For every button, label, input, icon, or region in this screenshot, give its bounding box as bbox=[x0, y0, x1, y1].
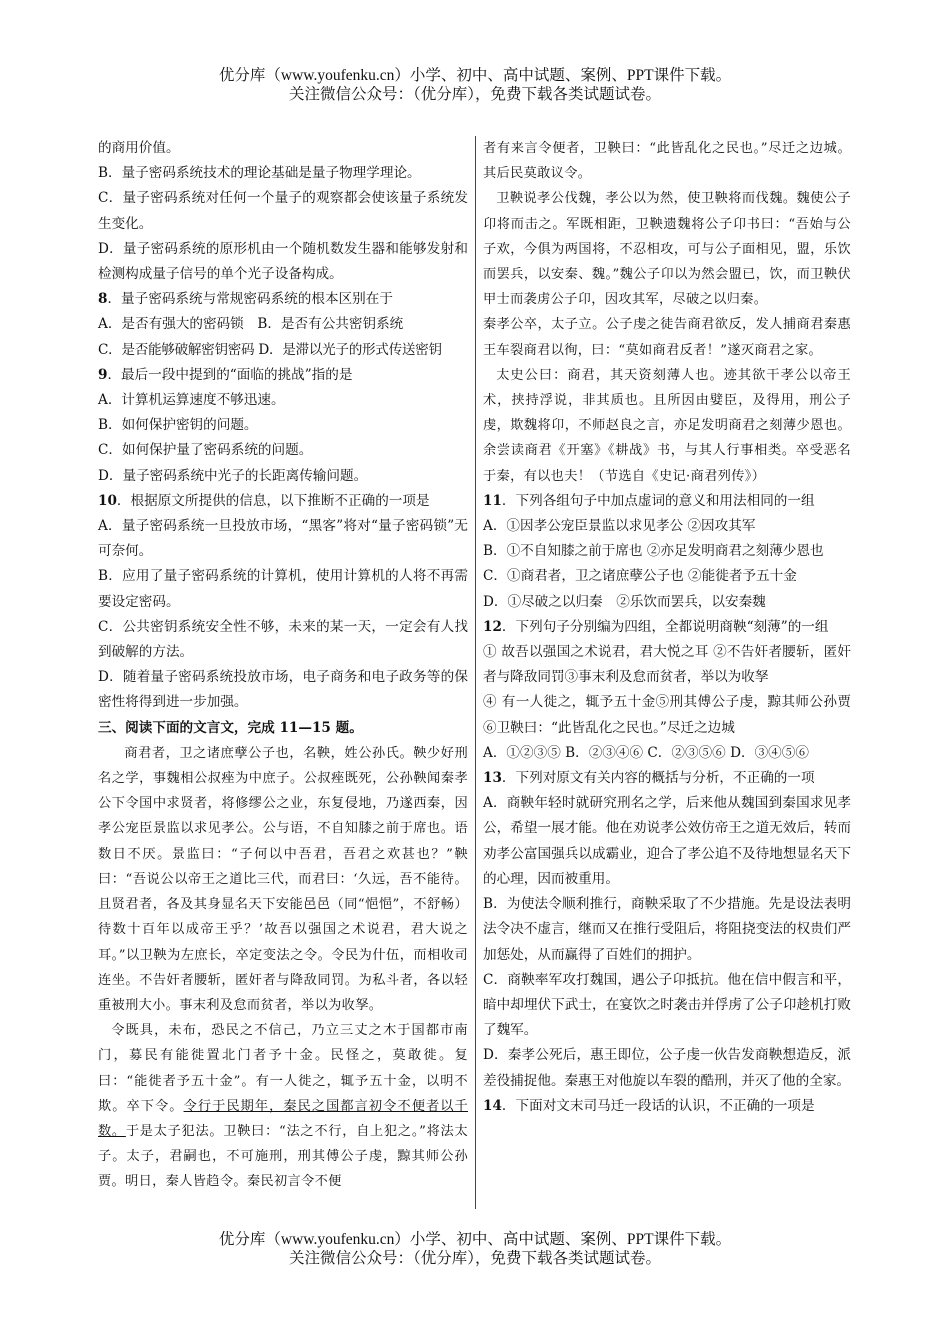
footer-line-2: 关注微信公众号：（优分库），免费下载各类试题试卷。 bbox=[288, 1250, 661, 1267]
q11-option-c: C．①商君者，卫之诸庶孽公子也 ②能徙者予五十金 bbox=[483, 568, 797, 585]
classical-paragraph-2-cont: 者有来言令便者，卫鞅曰：“此皆乱化之民也。”尽迁之边城。其后民莫敢议令。 bbox=[483, 141, 851, 182]
classical-paragraph-2 bbox=[98, 1018, 468, 1194]
q8-number: 8 bbox=[98, 291, 108, 308]
q10-option-d: D．随着量子密码系统投放市场，电子商务和电子政务等的保密性将得到进一步加强。 bbox=[98, 669, 468, 711]
q8-options-cd: C．是否能够破解密钥密码 D．是滞以光子的形式传送密钥 bbox=[98, 341, 442, 358]
classical-paragraph-3: 卫鞅说孝公伐魏，孝公以为然，使卫鞅将而伐魏。魏使公子卬将而击之。军既相距，卫鞅遗魏将公子卬书曰：“吾始与公子欢，今俱为两国将，不忍相攻，可与公子面相见，盟，乐饮而罢兵，以安秦、魏。”魏公子卬以为然会盟已，饮，而卫鞅伏甲士而袭虏公子卬，因攻其军，尽破之以归秦。 bbox=[483, 191, 851, 308]
q7-option-b: B．量子密码系统技术的理论基础是量子物理学理论。 bbox=[98, 165, 421, 182]
q13-option-b: B．为使法令顺利推行，商鞅采取了不少措施。先是设法表明法令决不虚言，继而又在推行受阻后，将阻挠变法的权贵们严加惩处，从而赢得了百姓们的拥护。 bbox=[483, 896, 851, 963]
q12-items-1: ① 故吾以强国之术说君，君大悦之耳 ②不告奸者腰斩，匿奸者与降敌同罚③事末利及怠而贫者，举以为收孥 bbox=[483, 644, 851, 686]
q13-option-c: C．商鞅率军攻打魏国，遇公子卬抵抗。他在信中假言和平，暗中却埋伏下武士，在宴饮之时袭击并俘虏了公子卬趁机打败了魏军。 bbox=[483, 971, 851, 1039]
para2-underlined: 令行于民期年，秦民之国都言初令不便者以千数。 bbox=[98, 1098, 469, 1139]
q11-option-a: A．①因孝公宠臣景监以求见孝公 ②因攻其军 bbox=[483, 518, 756, 535]
q12-items-2: ④ 有一人徙之，辄予五十金⑤刑其傅公子虔，黥其师公孙贾 ⑥卫鞅曰：“此皆乱化之民也。”尽迁之边城 bbox=[483, 694, 851, 736]
question-8 bbox=[98, 287, 468, 312]
q9-option-d: D．量子密码系统中光子的长距离传输问题。 bbox=[98, 467, 368, 484]
q9-option-c: C．如何保护量了密码系统的问题。 bbox=[98, 442, 313, 459]
question-14 bbox=[483, 1094, 851, 1119]
q11-option-b: B．①不自知膝之前于席也 ②亦足发明商君之刻薄少恩也 bbox=[483, 543, 824, 560]
q9-number: 9 bbox=[98, 366, 108, 383]
classical-paragraph-1: 商君者，卫之诸庶孽公子也，名鞅，姓公孙氏。鞅少好刑名之学，事魏相公叔痤为中庶子。公叔痤既死，公孙鞅闻秦孝公下令国中求贤者，将修缪公之业，东复侵地，乃遂西秦，因孝公宠臣景监以求见孝公。公与语，不自知膝之前于席也。语数日不厌。景监曰：“子何以中吾君，吾君之欢甚也？”鞅曰：“吾说公以帝王之道比三代，而君曰：‘久远，吾不能待。且贤君者，各及其身显名天下安能邑邑（同“悒悒”，不舒畅）待数十百年以成帝王乎？’故吾以强国之术说君，君大说之耳。”以卫鞅为左庶长，卒定变法之令。令民为什伍，而相收司连坐。不告奸者腰斩，匿奸者与降敌同罚。为私斗者，各以轻重被刑大小。事末利及怠而贫者，举以为收孥。 bbox=[98, 745, 468, 1013]
footer-line-1: 优分库（www.youfenku.cn）小学、初中、高中试题、案例、PPT课件下载。 bbox=[218, 1231, 732, 1248]
q7-continuation: 的商用价值。 bbox=[98, 140, 180, 156]
q10-option-a: A．量子密码系统一旦投放市场，“黑客”将对“量子密码锁”无可奈何。 bbox=[98, 518, 468, 560]
q13-text: ．下列对原文有关内容的概括与分析，不正确的一项 bbox=[501, 770, 815, 787]
q10-number: 10 bbox=[98, 492, 117, 509]
q9-text: ．最后一段中提到的“面临的挑战”指的是 bbox=[107, 366, 353, 383]
q14-text: ．下面对文末司马迁一段话的认识，不正确的一项是 bbox=[501, 1097, 815, 1114]
q11-text: ．下列各组句子中加点虚词的意义和用法相同的一组 bbox=[501, 492, 815, 509]
right-column bbox=[483, 136, 851, 1119]
q8-text: ．量子密码系统与常规密码系统的根本区别在于 bbox=[107, 291, 393, 308]
question-9 bbox=[98, 363, 468, 388]
q11-option-d: D．①尽破之以归秦 ②乐饮而罢兵，以安秦魏 bbox=[483, 593, 766, 610]
section-3-heading: 三、阅读下面的文言文，完成 11—15 题。 bbox=[98, 719, 363, 736]
header-line-1: 优分库（www.youfenku.cn）小学、初中、高中试题、案例、PPT课件下载。 bbox=[218, 67, 732, 84]
q10-option-b: B．应用了量子密码系统的计算机，使用计算机的人将不再需要设定密码。 bbox=[98, 568, 468, 610]
para2-part-a: 令既具，未布，恐民之不信己，乃立三丈之木于国都市南门，募民有能徙置北门者予十金。民怪之，莫敢徙。复曰：“能徙者予五十金”。有一人徙之，辄予五十金，以明不欺。卒下令。 bbox=[98, 1023, 468, 1114]
q13-number: 13 bbox=[483, 770, 502, 787]
q12-options: A．①②③⑤ B．②③④⑥ C．②③⑤⑥ D．③④⑤⑥ bbox=[483, 744, 809, 761]
page-header bbox=[0, 66, 950, 104]
para2-part-b: 于是太子犯法。卫鞅曰：“法之不行，自上犯之。”将法太子。太子，君嗣也，不可施刑，刑其傅公子虔，黥其师公孙贾。明日，秦人皆趋令。秦民初言令不便 bbox=[98, 1123, 469, 1190]
q7-option-c: C．量子密码系统对任何一个量子的观察都会使该量子系统发生变化。 bbox=[98, 190, 468, 232]
q13-option-d: D．秦孝公死后，惠王即位，公子虔一伙告发商鞅想造反，派差役捕捉他。秦惠王对他旋以车裂的酷刑，并灭了他的全家。 bbox=[483, 1047, 851, 1089]
classical-paragraph-4: 秦孝公卒，太子立。公子虔之徒告商君欲反，发人捕商君秦惠王车裂商君以徇，曰：“莫如商君反者！”遂灭商君之家。 bbox=[483, 317, 851, 358]
question-10 bbox=[98, 489, 468, 514]
q10-option-c: C．公共密钥系统安全性不够，未来的某一天，一定会有人找到破解的方法。 bbox=[98, 618, 468, 661]
q14-number: 14 bbox=[483, 1097, 502, 1114]
q9-option-a: A．计算机运算速度不够迅速。 bbox=[98, 392, 285, 409]
q11-number: 11 bbox=[483, 492, 502, 509]
question-12 bbox=[483, 615, 851, 640]
column-divider bbox=[475, 136, 476, 1209]
left-column bbox=[98, 136, 468, 1195]
header-line-2: 关注微信公众号：（优分库），免费下载各类试题试卷。 bbox=[288, 86, 661, 103]
classical-paragraph-5: 太史公曰：商君，其天资刻薄人也。迹其欲干孝公以帝王术，挟持浮说，非其质也。且所因由嬖臣，及得用，刑公子虔，欺魏将卬，不师赵良之言，亦足发明商君之刻薄少恩也。余尝读商君《开塞》《耕战》书，与其人行事相类。卒受恶名于秦，有以也夫！（节选自《史记·商君列传》） bbox=[483, 367, 851, 484]
q9-option-b: B．如何保护密钥的问题。 bbox=[98, 417, 258, 434]
q12-number: 12 bbox=[483, 618, 502, 635]
question-11 bbox=[483, 489, 851, 514]
q7-option-d: D．量子密码系统的原形机由一个随机数发生器和能够发射和检测构成量子信号的单个光子设备构成。 bbox=[98, 240, 468, 283]
q10-text: ．根据原文所提供的信息，以下推断不正确的一项是 bbox=[116, 492, 430, 509]
q13-option-a: A．商鞅年轻时就研究刑名之学，后来他从魏国到秦国求见孝公，希望一展才能。他在劝说孝公效仿帝王之道无效后，转而劝孝公富国强兵以成霸业，迎合了孝公追不及待地想显名天下的心理，因而被重用。 bbox=[483, 795, 851, 887]
q12-text: ．下列句子分别编为四组，全都说明商鞅“刻薄”的一组 bbox=[501, 618, 829, 635]
question-13 bbox=[483, 766, 851, 791]
page-footer bbox=[0, 1230, 950, 1268]
q8-options-ab: A．是否有强大的密码锁 B．是否有公共密钥系统 bbox=[98, 316, 404, 333]
